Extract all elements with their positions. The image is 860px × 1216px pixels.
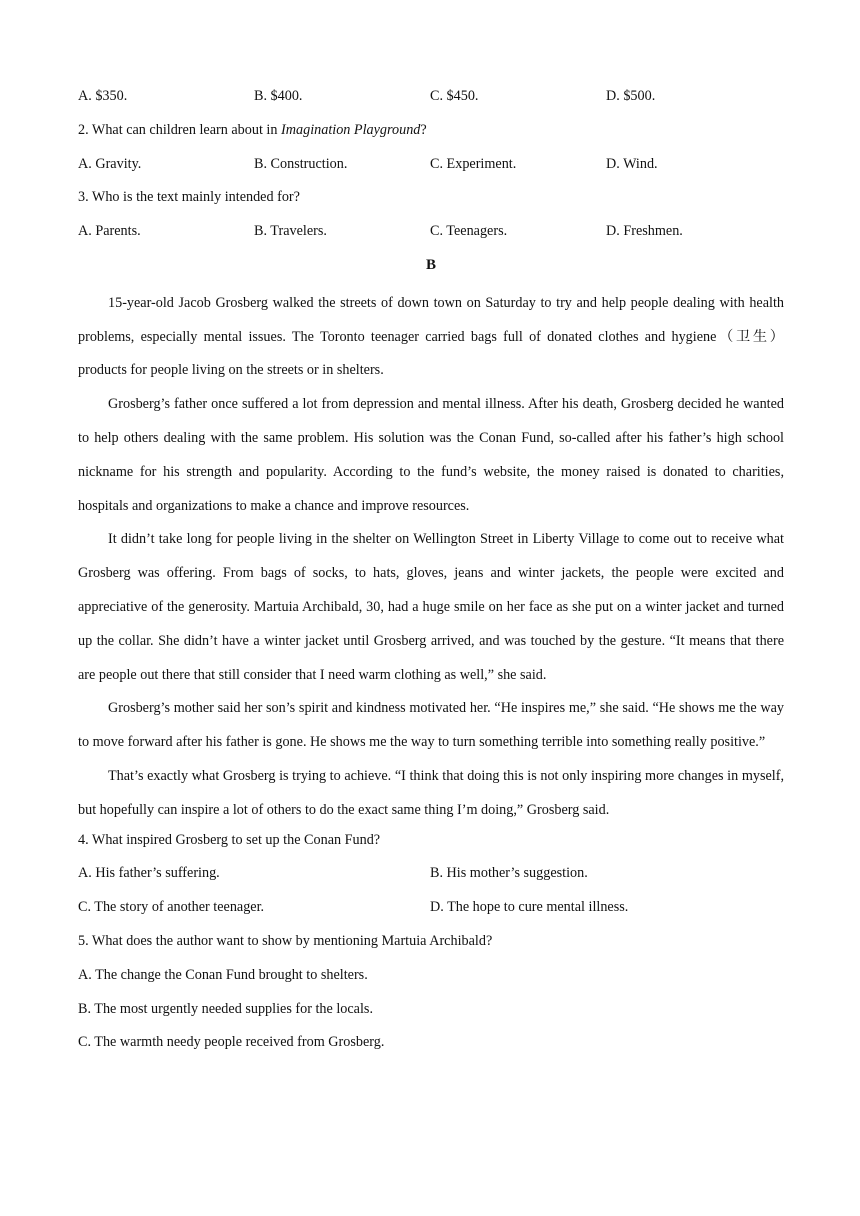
q4-options-row-1: [78, 861, 784, 895]
q3-stem: 3. Who is the text mainly intended for?: [78, 189, 300, 206]
q2-stem-prefix: 2. What can children learn about in: [78, 121, 282, 138]
passage-paragraph-1: 15-year-old Jacob Grosberg walked the streets of down town on Saturday to try and help people dealing with health problems, especially mental issues. The Toronto teenager carried bags full of donated clothes and hygiene（卫生）products for people living on the streets or in shelters.: [78, 294, 784, 379]
q1-option-c: C. $450.: [430, 88, 479, 104]
q5-stem: 5. What does the author want to show by mentioning Martuia Archibald?: [78, 932, 493, 949]
q2-stem-italic-title: Imagination Playground: [281, 121, 421, 138]
q3-option-d: D. Freshmen.: [606, 223, 683, 240]
passage-paragraph-3: It didn’t take long for people living in the shelter on Wellington Street in Liberty Village to come out to receive what Grosberg was offering. From bags of socks, to hats, gloves, jeans and winter jackets, the people were excited and appreciative of the generosity. Martuia Archibald, 30, had a huge smile on her face as she put on a winter jacket and turned up the collar. She didn’t have a winter jacket until Grosberg arrived, and was touched by the gesture. “It means that there are people out there that still consider that I need warm clothing as well,” she said.: [78, 531, 784, 683]
q5-option-b: B. The most urgently needed supplies for the locals.: [78, 1000, 373, 1017]
q3-option-b: B. Travelers.: [254, 223, 327, 240]
q4-option-b: B. His mother’s suggestion.: [430, 865, 588, 882]
passage-paragraph-4: Grosberg’s mother said her son’s spirit and kindness motivated her. “He inspires me,” she said. “He shows me the way to move forward after his father is gone. He shows me the way to turn something terrible into something really positive.”: [78, 700, 784, 751]
q2-option-b: B. Construction.: [254, 155, 348, 172]
q4-option-a: A. His father’s suffering.: [78, 865, 220, 882]
q3-option-a: A. Parents.: [78, 223, 141, 240]
q2-stem-suffix: ?: [420, 121, 427, 138]
q3-option-c: C. Teenagers.: [430, 223, 508, 240]
q2-option-a: A. Gravity.: [78, 155, 142, 172]
passage-paragraph-2: Grosberg’s father once suffered a lot from depression and mental illness. After his death, Grosberg decided he wanted to help others dealing with the same problem. His solution was the Conan Fund, so-called after his father’s high school nickname for his strength and popularity. According to the fund’s website, the money raised is donated to charities, hospitals and organizations to make a chance and improve resources.: [78, 396, 784, 514]
q5-option-a: A. The change the Conan Fund brought to shelters.: [78, 966, 368, 983]
q5-option-c: C. The warmth needy people received from Grosberg.: [78, 1034, 385, 1051]
document-page: [78, 84, 784, 1064]
section-heading: B: [425, 256, 436, 273]
passage-paragraph-5: That’s exactly what Grosberg is trying to achieve. “I think that doing this is not only inspiring more changes in myself, but hopefully can inspire a lot of others to do the exact same thing I’m doing,” Grosberg said.: [78, 767, 784, 818]
q2-options: [78, 152, 784, 186]
q2-option-d: D. Wind.: [606, 155, 658, 172]
q4-stem: 4. What inspired Grosberg to set up the Conan Fund?: [78, 831, 381, 848]
q1-option-b: B. $400.: [254, 88, 303, 104]
q2-stem: [78, 118, 784, 152]
q3-options: [78, 219, 784, 253]
q4-option-d: D. The hope to cure mental illness.: [430, 899, 629, 916]
q1-option-a: A. $350.: [78, 88, 128, 104]
q4-option-c: C. The story of another teenager.: [78, 899, 265, 916]
q1-option-d: D. $500.: [606, 88, 656, 104]
q4-options-row-2: [78, 895, 784, 929]
q1-options: [78, 84, 784, 118]
q2-option-c: C. Experiment.: [430, 155, 517, 172]
